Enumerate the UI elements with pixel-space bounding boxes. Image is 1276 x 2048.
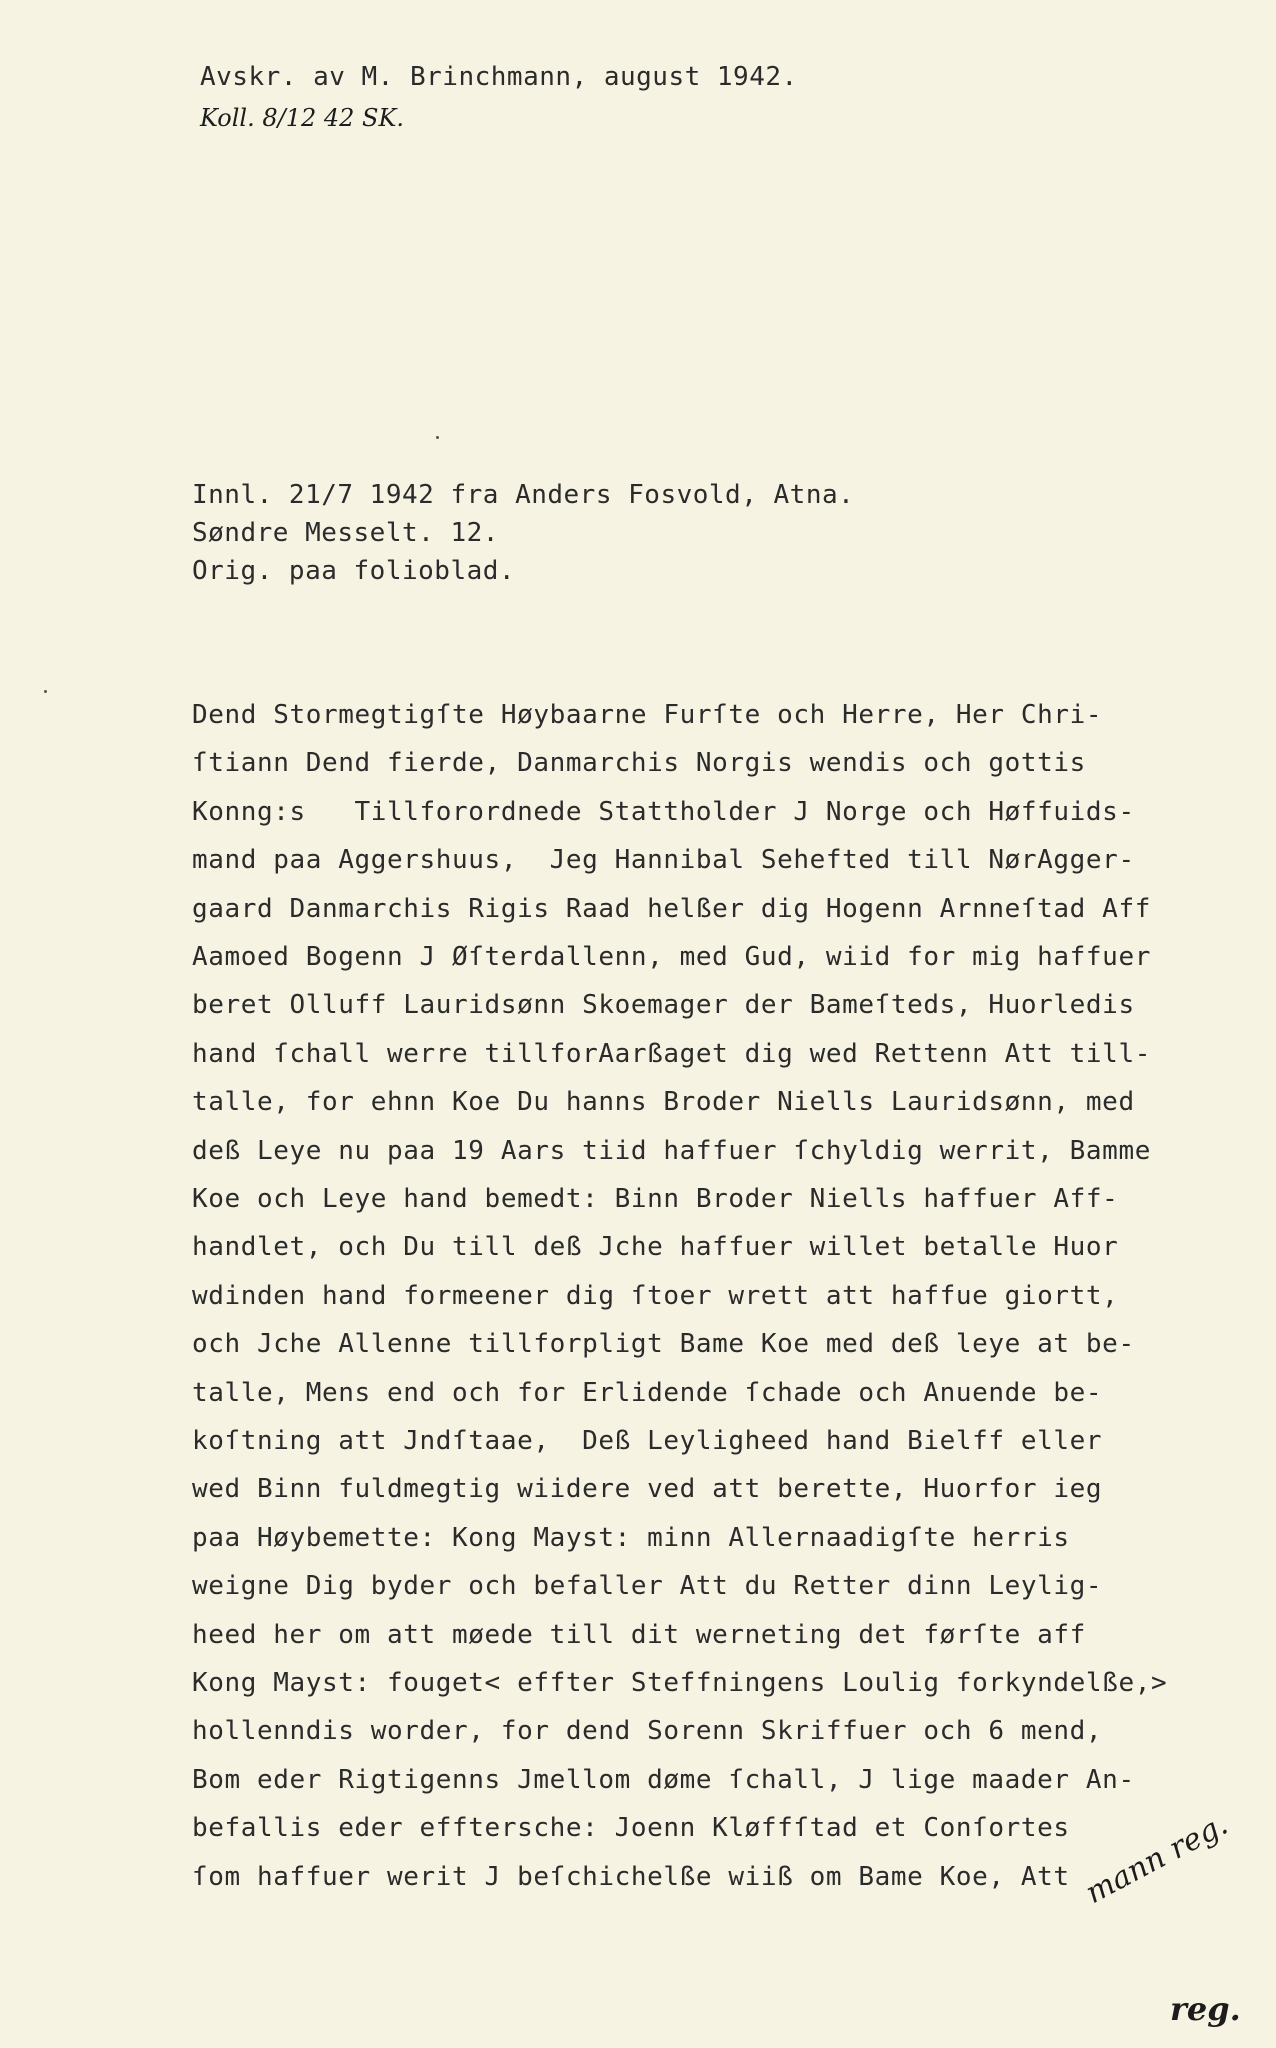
original-line: Orig. paa folioblad. [192,556,516,586]
body-line: ſtiann Dend fierde, Danmarchis Norgis wendis och gottis [192,748,1086,778]
body-line: gaard Danmarchis Rigis Raad helßer dig Hogenn Arnneſtad Aff [192,894,1151,924]
body-line: Koe och Leye hand bemedt: Binn Broder Niells haffuer Aff- [192,1184,1119,1214]
body-line: Konng:s Tillforordnede Stattholder J Norge och Høffuids- [192,797,1135,827]
body-line: talle, Mens end och for Erlidende ſchade och Anuende be- [192,1378,1103,1408]
body-line: hollenndis worder, for dend Sorenn Skriffuer och 6 mend, [192,1716,1103,1746]
transcription-note: Avskr. av M. Brinchmann, august 1942. [200,62,798,92]
body-line: mand paa Aggershuus, Jeg Hannibal Sehefted till NørAgger- [192,845,1135,875]
speck [436,436,439,439]
received-line: Innl. 21/7 1942 fra Anders Fosvold, Atna. [192,480,855,510]
farm-line: Søndre Messelt. 12. [192,518,499,548]
body-line: hand ſchall werre tillforAarßaget dig wed Rettenn Att till- [192,1039,1151,1069]
body-line: koſtning att Jndſtaae, Deß Leyligheed hand Bielff eller [192,1426,1103,1456]
body-line: befallis eder efftersche: Joenn Kløffſtad et Conſortes [192,1813,1070,1843]
body-line: Kong Mayst: fouget< effter Steffningens Loulig forkyndelße,> [192,1668,1168,1698]
body-line: ſom haffuer werit J beſchichelße wiiß om Bame Koe, Att [192,1862,1070,1892]
body-line: Aamoed Bogenn J Øſterdallenn, med Gud, wiid for mig haffuer [192,942,1151,972]
margin-note-mann-reg: mann reg. [1080,1807,1234,1911]
body-line: deß Leye nu paa 19 Aars tiid haffuer ſchyldig werrit, Bamme [192,1136,1151,1166]
body-line: wdinden hand formeener dig ſtoer wrett att haffue giortt, [192,1281,1119,1311]
body-line: handlet, och Du till deß Jche haffuer willet betalle Huor [192,1232,1119,1262]
body-line: Dend Stormegtigſte Høybaarne Furſte och Herre, Her Chri- [192,700,1103,730]
body-line: talle, for ehnn Koe Du hanns Broder Niells Lauridsønn, med [192,1087,1135,1117]
body-line: wed Binn fuldmegtig wiidere ved att berette, Huorfor ieg [192,1474,1103,1504]
handwritten-collation-note: Koll. 8/12 42 SK. [200,104,405,132]
margin-note-reg: reg. [1170,1990,1241,2028]
body-line: beret Olluff Lauridsønn Skoemager der Bameſteds, Huorledis [192,990,1135,1020]
body-line: heed her om att møede till dit werneting det førſte aff [192,1620,1086,1650]
body-line: Bom eder Rigtigenns Jmellom døme ſchall, J lige maader An- [192,1765,1135,1795]
body-line: paa Høybemette: Kong Mayst: minn Allernaadigſte herris [192,1523,1070,1553]
body-line: weigne Dig byder och befaller Att du Retter dinn Leylig- [192,1571,1103,1601]
body-line: och Jche Allenne tillforpligt Bame Koe med deß leye at be- [192,1329,1135,1359]
speck [44,690,47,693]
